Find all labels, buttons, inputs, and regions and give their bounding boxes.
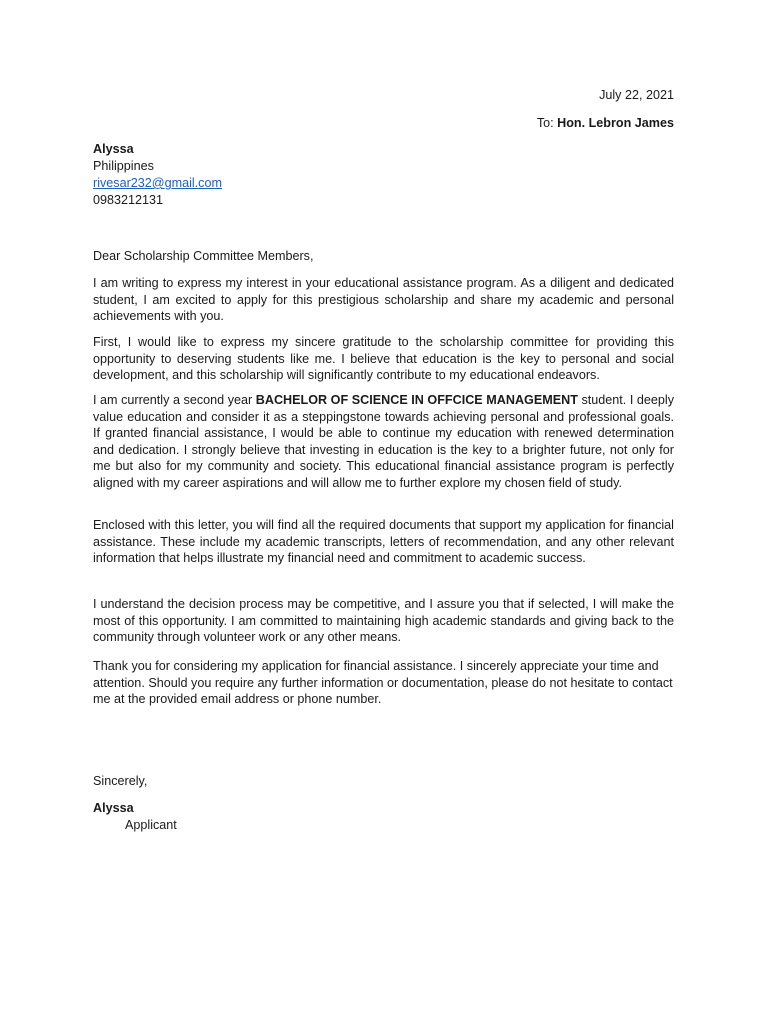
recipient-prefix: To:	[536, 116, 554, 130]
sender-phone: 0983212131	[93, 193, 164, 207]
letter-date: July 22, 2021	[599, 88, 674, 102]
closing: Sincerely,	[93, 774, 148, 788]
salutation: Dear Scholarship Committee Members,	[93, 249, 314, 263]
program-name: BACHELOR OF SCIENCE IN OFFCICE MANAGEMENT	[255, 393, 578, 407]
signature-name: Alyssa	[93, 801, 134, 815]
paragraph-thanks: Thank you for considering my application for financial assistance. I sincerely appreciate your time and attention. Should you require any further information or documentation, please do not hesitate to contact me at the provided email address or phone number.	[93, 659, 673, 706]
program-text-before: I am currently a second year	[93, 393, 256, 407]
recipient-line	[93, 115, 674, 132]
paragraph-commitment: I understand the decision process may be competitive, and I assure you that if selected, I will make the most of this opportunity. I am committed to maintaining high academic standards and giving back to the community through volunteer work or any other means.	[93, 597, 674, 644]
sender-block	[93, 141, 674, 209]
program-text-after: student. I deeply value education and consider it as a steppingstone towards achieving personal and professional goals. If granted financial assistance, I would be able to continue my education with renewed determination and dedication. I strongly believe that investing in education is the key to a brighter future, not only for me but also for my community and society. This educational financial assistance program is perfectly aligned with my career aspirations and will allow me to further explore my chosen field of study.	[93, 393, 675, 490]
paragraph-gratitude: First, I would like to express my sincere gratitude to the scholarship committee for providing this opportunity to deserving students like me. I believe that education is the key to personal and social development, and this scholarship will significantly contribute to my educational endeavors.	[93, 335, 674, 382]
signature-title: Applicant	[125, 818, 177, 832]
sender-email-link[interactable]: rivesar232@gmail.com	[93, 176, 222, 190]
paragraph-interest: I am writing to express my interest in your educational assistance program. As a diligent and dedicated student, I am excited to apply for this prestigious scholarship and share my academic and personal achievements with you.	[93, 276, 674, 323]
recipient-name: Hon. Lebron James	[557, 116, 674, 130]
sender-country: Philippines	[93, 159, 154, 173]
paragraph-enclosures: Enclosed with this letter, you will find all the required documents that support my application for financial assistance. These include my academic transcripts, letters of recommendation, and any other relevant information that helps illustrate my financial need and commitment to academic success.	[93, 518, 674, 565]
paragraph-program	[93, 392, 674, 491]
sender-name: Alyssa	[93, 142, 134, 156]
